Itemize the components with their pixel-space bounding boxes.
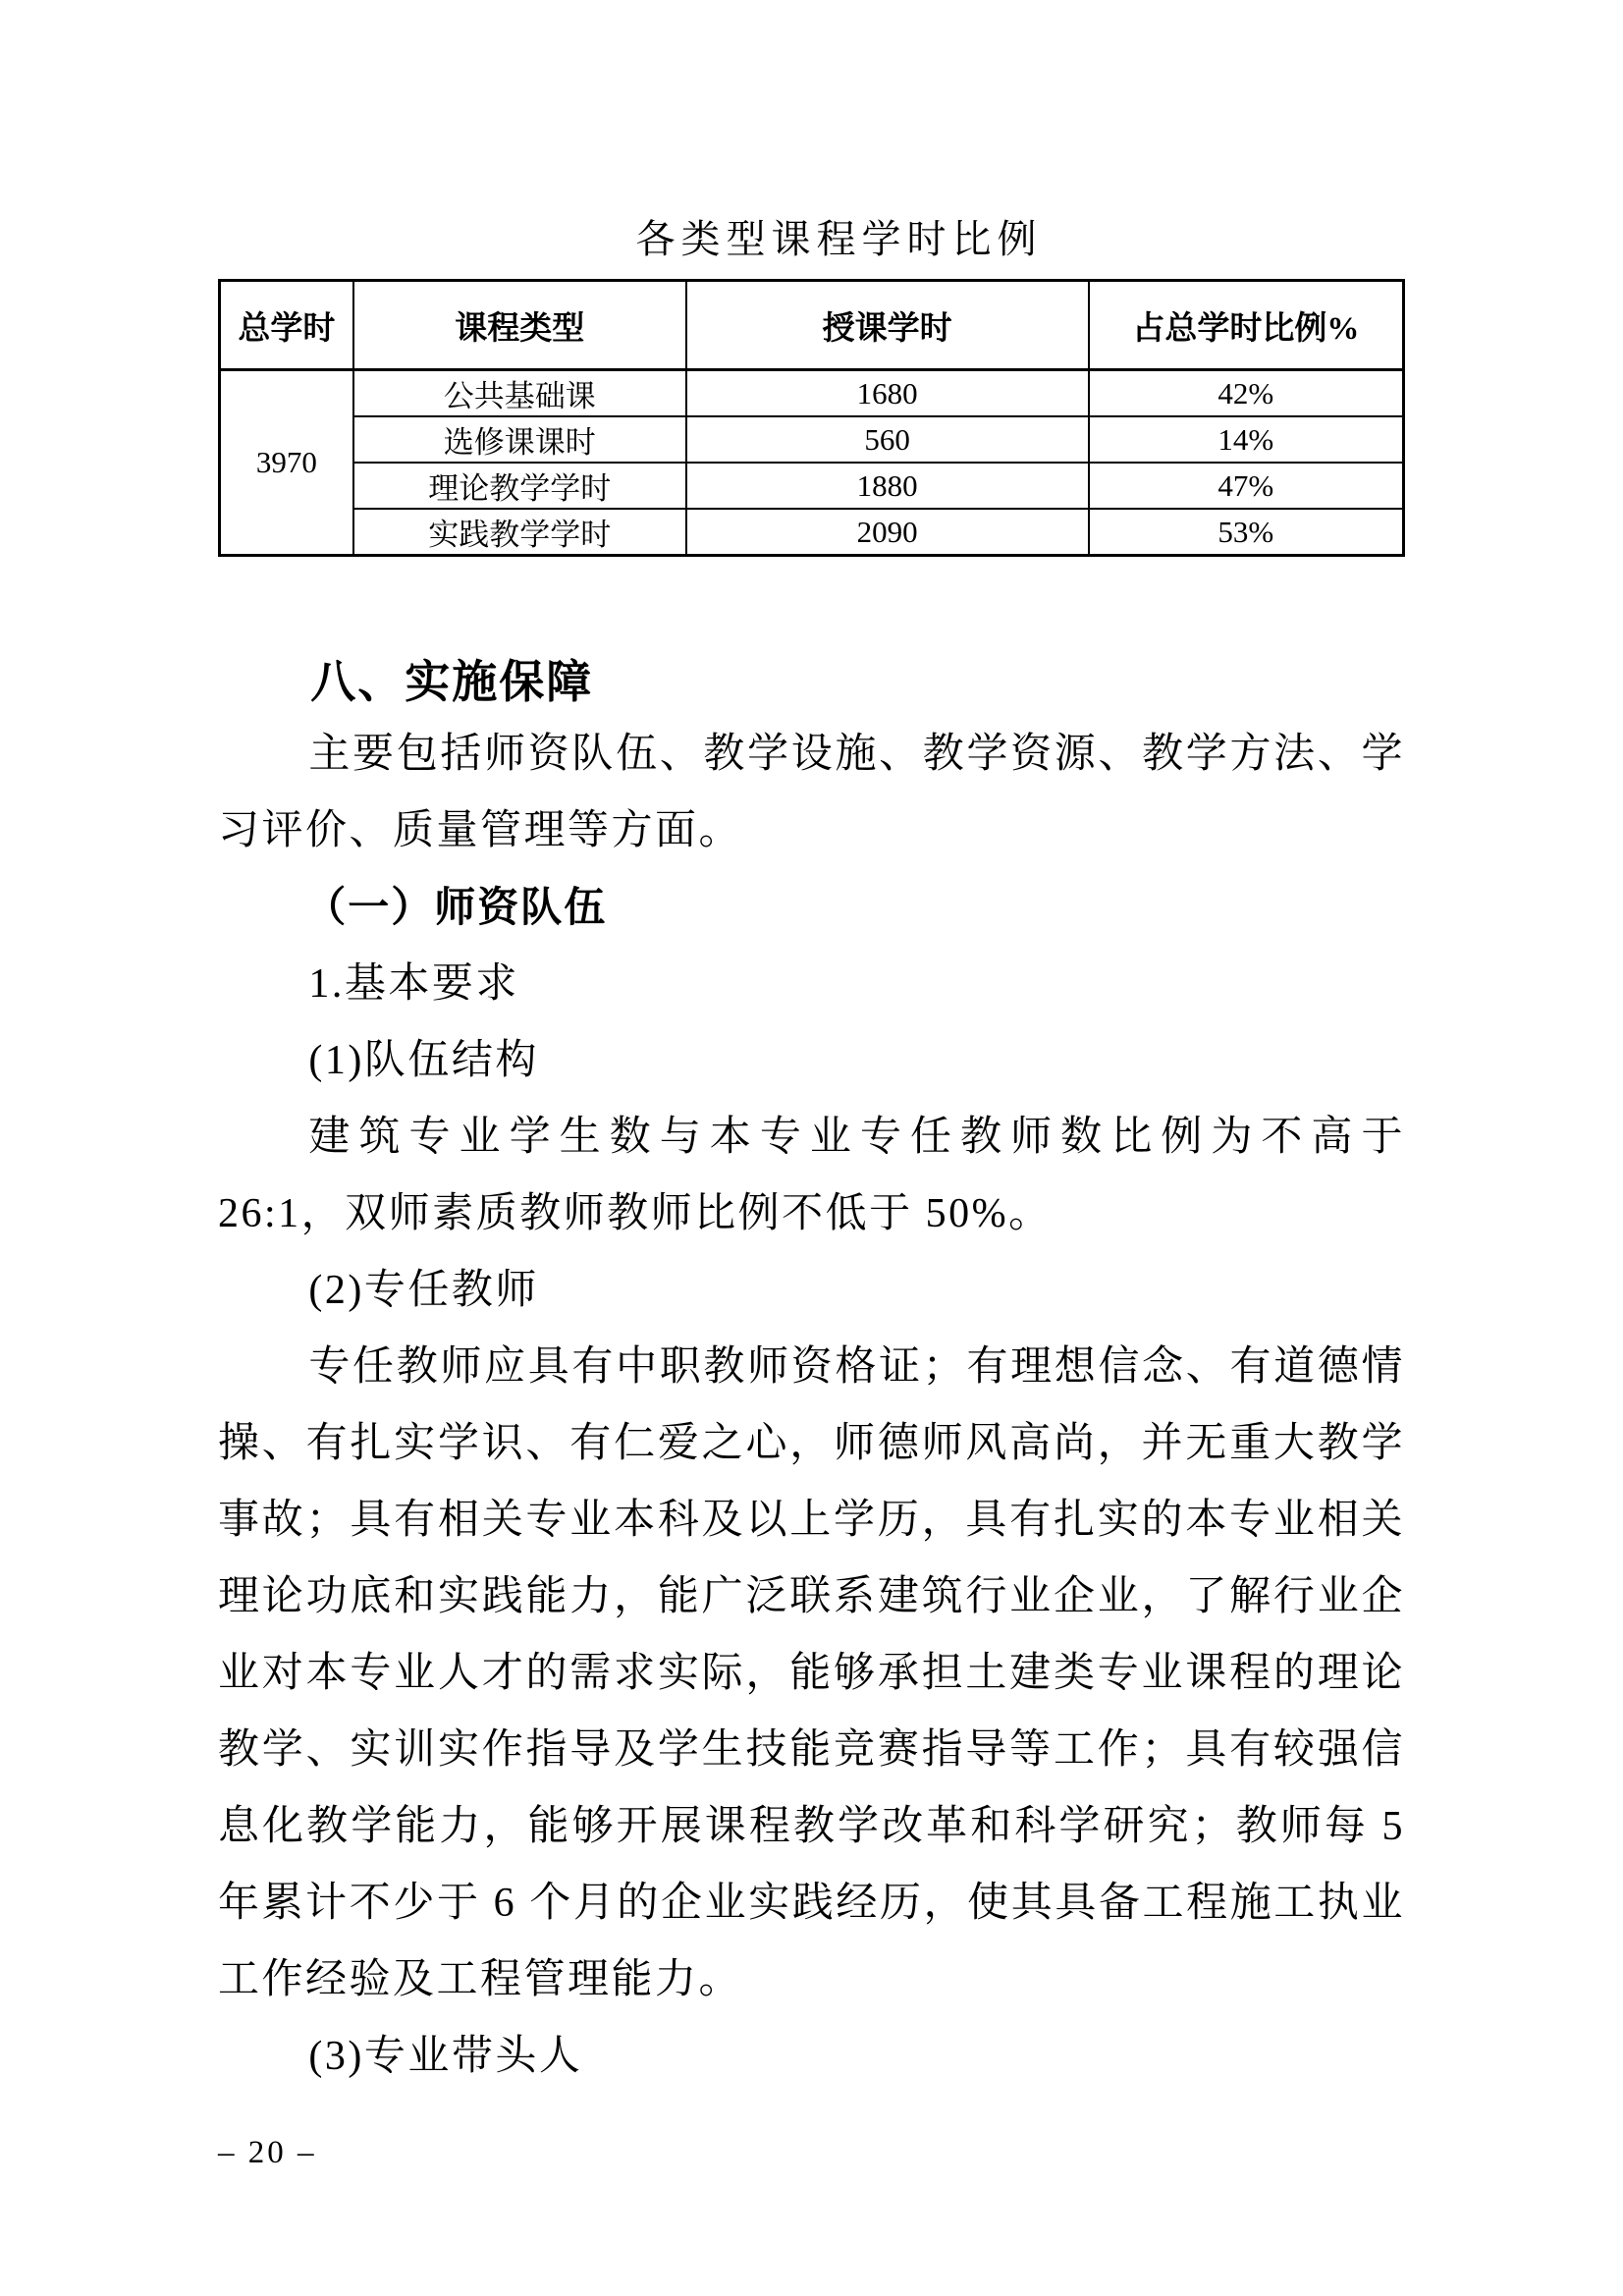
subsection-heading-teaching-staff: （一）师资队伍 — [304, 884, 608, 930]
page-number: – 20 – — [218, 2135, 317, 2170]
table-title: 各类型课程学时比例 — [635, 217, 1043, 261]
paragraph-program-leader-label: (3)专业带头人 — [308, 2034, 583, 2079]
column-header-percentage: 占总学时比例% — [1089, 281, 1404, 370]
section-heading-implementation-safeguards: 八、实施保障 — [310, 656, 594, 707]
hours-cell: 2090 — [686, 509, 1089, 556]
paragraph-fulltime-teachers-label: (2)专任教师 — [308, 1268, 539, 1313]
course-type-cell: 选修课课时 — [353, 416, 686, 463]
table-header-row — [220, 281, 1404, 370]
hours-cell: 1880 — [686, 463, 1089, 509]
paragraph-team-structure-body: 建筑专业学生数与本专业专任教师数比例为不高于 26:1，双师素质教师教师比例不低于 50%。 — [218, 1115, 1405, 1236]
intro-paragraph: 主要包括师资队伍、教学设施、教学资源、教学方法、学习评价、质量管理等方面。 — [218, 732, 1405, 853]
column-header-teaching-hours: 授课学时 — [686, 281, 1089, 370]
paragraph-team-structure-label: (1)队伍结构 — [308, 1038, 539, 1083]
paragraph-fulltime-teachers-body: 专任教师应具有中职教师资格证；有理想信念、有道德情操、有扎实学识、有仁爱之心，师德师风高尚，并无重大教学事故；具有相关专业本科及以上学历，具有扎实的本专业相关理论功底和实践能力，能广泛联系建筑行业企业，了解行业企业对本专业人才的需求实际，能够承担土建类专业课程的理论教学、实训实作指导及学生技能竞赛指导等工作；具有较强信息化教学能力，能够开展课程教学改革和科学研究；教师每 5 年累计不少于 6 个月的企业实践经历，使其具备工程施工执业工作经验及工程管理能力。 — [218, 1344, 1405, 2002]
course-type-cell: 实践教学学时 — [353, 509, 686, 556]
column-header-total-hours: 总学时 — [220, 281, 353, 370]
hours-cell: 560 — [686, 416, 1089, 463]
course-type-cell: 公共基础课 — [353, 370, 686, 417]
table-row — [220, 509, 1404, 556]
total-hours-cell: 3970 — [220, 370, 353, 556]
percentage-cell: 42% — [1089, 370, 1404, 417]
table-row — [220, 370, 1404, 417]
table-row — [220, 416, 1404, 463]
percentage-cell: 14% — [1089, 416, 1404, 463]
course-type-cell: 理论教学学时 — [353, 463, 686, 509]
table-row — [220, 463, 1404, 509]
percentage-cell: 53% — [1089, 509, 1404, 556]
hours-cell: 1680 — [686, 370, 1089, 417]
course-hours-table — [218, 279, 1405, 557]
percentage-cell: 47% — [1089, 463, 1404, 509]
column-header-course-type: 课程类型 — [353, 281, 686, 370]
paragraph-basic-requirements: 1.基本要求 — [308, 961, 519, 1007]
